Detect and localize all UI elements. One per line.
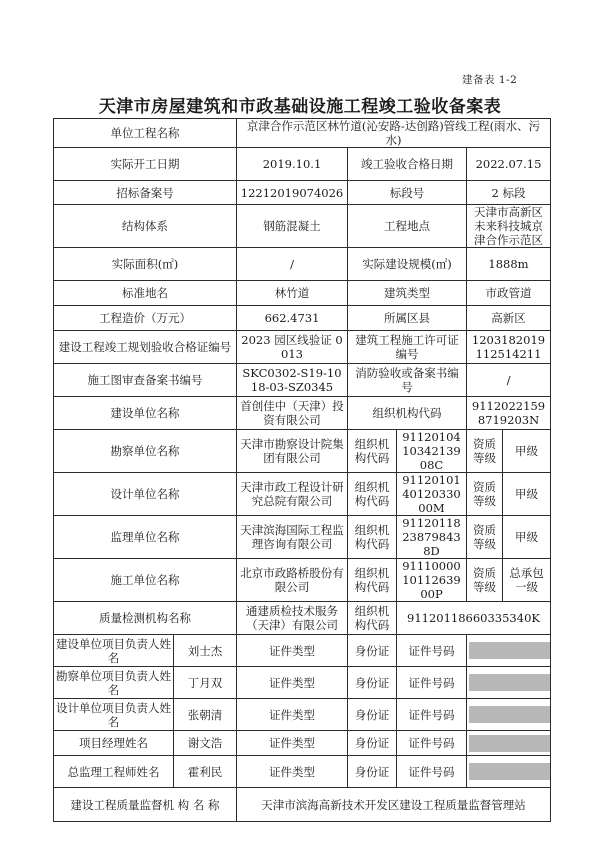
- redaction-block: [469, 763, 551, 780]
- landmark-value: 林竹道: [237, 281, 348, 306]
- row-unit-project-name: [54, 119, 551, 148]
- person-name: 张朝清: [174, 699, 237, 731]
- builder-org-code: 91120221598719203N: [467, 397, 551, 430]
- cert-type-value: 身份证: [348, 699, 397, 731]
- section-no-value: 2 标段: [467, 181, 551, 205]
- cert-type-label: 证件类型: [237, 699, 348, 731]
- row-cost: [54, 306, 551, 331]
- builder-label: 建设单位名称: [54, 397, 237, 430]
- cert-no-redacted: [467, 731, 551, 756]
- supervision-qual-label: 资质等级: [467, 516, 503, 559]
- design-label: 设计单位名称: [54, 473, 237, 516]
- survey-org-code: 911201041034213908C: [397, 430, 467, 473]
- cert-type-label: 证件类型: [237, 756, 348, 788]
- row-drawing-review: [54, 364, 551, 397]
- planning-cert-value: 2023 园区线验证 0013: [237, 331, 348, 364]
- cert-no-label: 证件号码: [397, 667, 467, 699]
- row-testing: [54, 602, 551, 635]
- cert-type-label: 证件类型: [237, 731, 348, 756]
- area-value: /: [237, 248, 348, 281]
- bid-record-label: 招标备案号: [54, 181, 237, 205]
- scale-label: 实际建设规模(㎡): [348, 248, 467, 281]
- section-no-label: 标段号: [348, 181, 467, 205]
- person-row: [54, 699, 551, 731]
- location-value: 天津市高新区未来科技城京津合作示范区: [467, 205, 551, 248]
- testing-label: 质量检测机构名称: [54, 602, 237, 635]
- row-bid: [54, 181, 551, 205]
- construction-permit-label: 建筑工程施工许可证编号: [348, 331, 467, 364]
- row-dates: [54, 148, 551, 181]
- row-area: [54, 248, 551, 281]
- start-date-value: 2019.10.1: [237, 148, 348, 181]
- person-role-label: 建设单位项目负责人姓名: [54, 635, 174, 667]
- start-date-label: 实际开工日期: [54, 148, 237, 181]
- cert-no-label: 证件号码: [397, 699, 467, 731]
- contractor-org-code: 911100001011263900P: [397, 559, 467, 602]
- person-row: [54, 635, 551, 667]
- cert-type-value: 身份证: [348, 731, 397, 756]
- fire-label: 消防验收或备案书编号: [348, 364, 467, 397]
- row-design: [54, 473, 551, 516]
- supervision-name: 天津滨海国际工程监理咨询有限公司: [237, 516, 348, 559]
- row-survey: [54, 430, 551, 473]
- supervision-label: 监理单位名称: [54, 516, 237, 559]
- row-structure: [54, 205, 551, 248]
- redaction-block: [469, 642, 551, 659]
- cert-no-redacted: [467, 667, 551, 699]
- redaction-block: [469, 735, 551, 752]
- row-supervisor-org: [54, 788, 551, 822]
- cert-no-redacted: [467, 635, 551, 667]
- building-type-value: 市政管道: [467, 281, 551, 306]
- acceptance-date-label: 竣工验收合格日期: [348, 148, 467, 181]
- person-row: [54, 756, 551, 788]
- row-landmark: [54, 281, 551, 306]
- unit-project-name-value: 京津合作示范区林竹道(沁安路-达创路)管线工程(雨水、污水): [237, 119, 551, 148]
- row-contractor: [54, 559, 551, 602]
- location-label: 工程地点: [348, 205, 467, 248]
- acceptance-date-value: 2022.07.15: [467, 148, 551, 181]
- survey-label: 勘察单位名称: [54, 430, 237, 473]
- cert-no-redacted: [467, 756, 551, 788]
- design-qual-label: 资质等级: [467, 473, 503, 516]
- document-title: 天津市房屋建筑和市政基础设施工程竣工验收备案表: [98, 97, 502, 117]
- drawing-review-label: 施工图审查备案书编号: [54, 364, 237, 397]
- supervision-qual-level: 甲级: [503, 516, 551, 559]
- person-name: 霍利民: [174, 756, 237, 788]
- construction-permit-value: 12031820191125142​11: [467, 331, 551, 364]
- redaction-block: [469, 706, 551, 723]
- row-planning: [54, 331, 551, 364]
- fire-value: /: [467, 364, 551, 397]
- bid-record-value: 12212019074026: [237, 181, 348, 205]
- person-role-label: 勘察单位项目负责人姓名: [54, 667, 174, 699]
- design-org-code: 911201014012033000M: [397, 473, 467, 516]
- supervision-org-code: 91120118238798438D: [397, 516, 467, 559]
- cert-type-value: 身份证: [348, 635, 397, 667]
- survey-qual-level: 甲级: [503, 430, 551, 473]
- contractor-name: 北京市政路桥股份有限公司: [237, 559, 348, 602]
- contractor-org-code-label: 组织机构代码: [348, 559, 397, 602]
- cert-type-label: 证件类型: [237, 635, 348, 667]
- building-type-label: 建筑类型: [348, 281, 467, 306]
- district-value: 高新区: [467, 306, 551, 331]
- testing-name: 通建质检技术服务（天津）有限公司: [237, 602, 348, 635]
- testing-org-code: 91120118660335340K: [397, 602, 551, 635]
- builder-name: 首创佳中（天津）投资有限公司: [237, 397, 348, 430]
- supervisor-org-value: 天津市滨海高新技术开发区建设工程质量监督管理站: [237, 788, 551, 822]
- row-supervision: [54, 516, 551, 559]
- redaction-block: [469, 674, 551, 691]
- drawing-review-value: SKC0302-S19-1018-03-SZ0345: [237, 364, 348, 397]
- form-number: 建备表 1-2: [462, 74, 518, 86]
- survey-name: 天津市勘察设计院集团有限公司: [237, 430, 348, 473]
- structure-label: 结构体系: [54, 205, 237, 248]
- person-role-label: 项目经理姓名: [54, 731, 174, 756]
- survey-qual-label: 资质等级: [467, 430, 503, 473]
- person-row: [54, 731, 551, 756]
- area-label: 实际面积(㎡): [54, 248, 237, 281]
- cost-value: 662.4731: [237, 306, 348, 331]
- person-row: [54, 667, 551, 699]
- row-builder: [54, 397, 551, 430]
- cert-no-label: 证件号码: [397, 756, 467, 788]
- cert-type-value: 身份证: [348, 756, 397, 788]
- cert-no-label: 证件号码: [397, 731, 467, 756]
- survey-org-code-label: 组织机构代码: [348, 430, 397, 473]
- district-label: 所属区县: [348, 306, 467, 331]
- cert-no-redacted: [467, 699, 551, 731]
- unit-project-name-label: 单位工程名称: [54, 119, 237, 148]
- design-org-code-label: 组织机构代码: [348, 473, 397, 516]
- builder-org-code-label: 组织机构代码: [348, 397, 467, 430]
- landmark-label: 标准地名: [54, 281, 237, 306]
- contractor-qual-label: 资质等级: [467, 559, 503, 602]
- structure-value: 钢筋混凝土: [237, 205, 348, 248]
- person-name: 刘士杰: [174, 635, 237, 667]
- person-role-label: 总监理工程师姓名: [54, 756, 174, 788]
- design-name: 天津市政工程设计研究总院有限公司: [237, 473, 348, 516]
- contractor-label: 施工单位名称: [54, 559, 237, 602]
- testing-org-code-label: 组织机构代码: [348, 602, 397, 635]
- cost-label: 工程造价（万元）: [54, 306, 237, 331]
- person-role-label: 设计单位项目负责人姓名: [54, 699, 174, 731]
- cert-type-label: 证件类型: [237, 667, 348, 699]
- cert-no-label: 证件号码: [397, 635, 467, 667]
- supervisor-org-label: 建设工程质量监督机 构 名 称: [54, 788, 237, 822]
- planning-cert-label: 建设工程竣工规划验收合格证编号: [54, 331, 237, 364]
- supervision-org-code-label: 组织机构代码: [348, 516, 397, 559]
- person-name: 丁月双: [174, 667, 237, 699]
- design-qual-level: 甲级: [503, 473, 551, 516]
- person-name: 谢文浩: [174, 731, 237, 756]
- scale-value: 1888m: [467, 248, 551, 281]
- record-form-table: [53, 118, 551, 822]
- contractor-qual-level: 总承包一级: [503, 559, 551, 602]
- cert-type-value: 身份证: [348, 667, 397, 699]
